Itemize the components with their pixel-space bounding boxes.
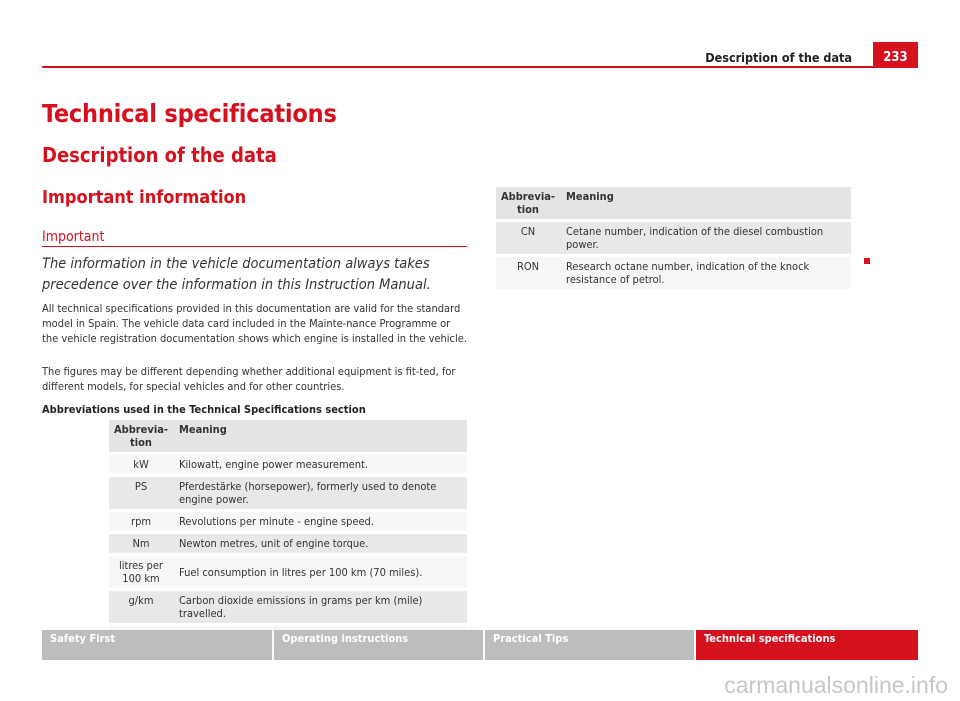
section-end-marker bbox=[864, 258, 870, 264]
table-row bbox=[109, 512, 467, 531]
table-row bbox=[496, 257, 851, 289]
footer-tab-practical-tips[interactable]: Practical Tips bbox=[485, 630, 694, 660]
table-row bbox=[109, 534, 467, 553]
page-number: 233 bbox=[873, 42, 918, 68]
abbreviations-table-continued bbox=[496, 184, 851, 292]
abbreviation-cell: g/km bbox=[109, 591, 173, 623]
table-header-row bbox=[109, 420, 467, 452]
paragraph-validity: All technical specifications provided in this documentation are valid for the standard model in Spain. The vehicle data card included in the Mainte-nance Programme or the vehicle registration documentation shows which engine is installed in the vehicle. bbox=[42, 302, 467, 345]
subsection-title: Important information bbox=[42, 187, 247, 208]
footer-nav bbox=[42, 630, 918, 660]
chapter-title: Technical specifications bbox=[42, 99, 337, 128]
footer-tab-operating-instructions[interactable]: Operating instructions bbox=[274, 630, 483, 660]
abbreviation-cell: kW bbox=[109, 455, 173, 474]
meaning-cell: Research octane number, indication of the knock resistance of petrol. bbox=[560, 257, 851, 289]
section-title: Description of the data bbox=[42, 143, 277, 167]
meaning-cell: Pferdestärke (horsepower), formerly used to denote engine power. bbox=[173, 477, 467, 509]
table-row bbox=[496, 222, 851, 254]
column-header-meaning: Meaning bbox=[560, 187, 851, 219]
table-row bbox=[109, 591, 467, 623]
meaning-cell: Carbon dioxide emissions in grams per km (mile) travelled. bbox=[173, 591, 467, 623]
meaning-cell: Cetane number, indication of the diesel combustion power. bbox=[560, 222, 851, 254]
table-header-row bbox=[496, 187, 851, 219]
running-head: Description of the data bbox=[705, 50, 852, 65]
footer-tab-safety-first[interactable]: Safety First bbox=[42, 630, 272, 660]
meaning-cell: Kilowatt, engine power measurement. bbox=[173, 455, 467, 474]
paragraph-variation: The figures may be different depending whether additional equipment is fit-ted, for different models, for special vehicles and for other countries. bbox=[42, 365, 456, 393]
abbreviation-cell: CN bbox=[496, 222, 560, 254]
header-rule bbox=[42, 66, 918, 68]
column-header-abbreviation: Abbrevia- tion bbox=[109, 420, 173, 452]
important-rule bbox=[42, 246, 467, 247]
watermark: carmanualsonline.info bbox=[724, 672, 948, 698]
column-header-abbreviation: Abbrevia- tion bbox=[496, 187, 560, 219]
meaning-cell: Fuel consumption in litres per 100 km (70 miles). bbox=[173, 556, 467, 588]
abbreviations-table bbox=[109, 417, 467, 652]
abbreviation-cell: Nm bbox=[109, 534, 173, 553]
abbreviations-caption: Abbreviations used in the Technical Specifications section bbox=[42, 403, 366, 416]
important-note: The information in the vehicle documentation always takes precedence over the information in this Instruction Manual. bbox=[42, 256, 431, 293]
footer-tab-technical-specifications[interactable]: Technical specifications bbox=[696, 630, 918, 660]
abbreviation-cell: rpm bbox=[109, 512, 173, 531]
table-row bbox=[109, 556, 467, 588]
abbreviation-cell: litres per 100 km bbox=[109, 556, 173, 588]
important-heading: Important bbox=[42, 229, 105, 245]
meaning-cell: Revolutions per minute - engine speed. bbox=[173, 512, 467, 531]
column-header-meaning: Meaning bbox=[173, 420, 467, 452]
table-row bbox=[109, 455, 467, 474]
abbreviation-cell: RON bbox=[496, 257, 560, 289]
abbreviation-cell: PS bbox=[109, 477, 173, 509]
table-row bbox=[109, 477, 467, 509]
meaning-cell: Newton metres, unit of engine torque. bbox=[173, 534, 467, 553]
